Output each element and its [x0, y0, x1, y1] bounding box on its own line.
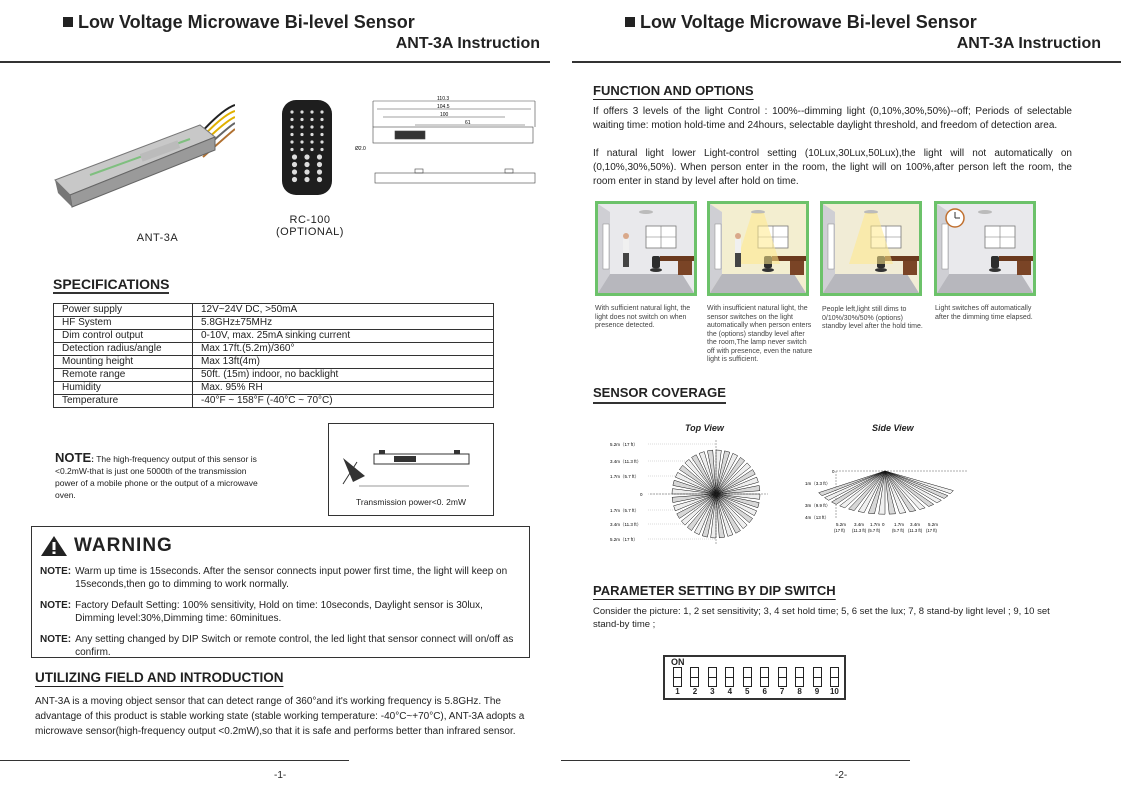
warning-note-text: Factory Default Setting: 100% sensitivity, Hold on time: 10seconds, Daylight sensor is 30lux, Dimming level:30%,Dimming time: 60minitues.: [75, 600, 483, 624]
scene-caption-3: People left,light still dims to 0/10%/30%/50% (options) standby level after the hold time.: [822, 306, 923, 330]
page-number-right: -2-: [835, 770, 848, 781]
scene-caption-2: With insufficient natural light, the sensor switches on the light automatically when person enters the (options) standby level after the room,The lamp never switch off with presence, even the nature light is sufficient.: [707, 305, 813, 363]
square-bullet-icon: [625, 17, 635, 27]
right-header-subtitle: ANT-3A Instruction: [956, 35, 1101, 52]
utilizing-heading: UTILIZING FIELD AND INTRODUCTION: [35, 670, 284, 685]
spec-label: Temperature: [54, 395, 193, 408]
side-view-x-tick: 3.4m: [910, 522, 921, 527]
scene-panel-4: [934, 201, 1036, 296]
side-view-y-tick: 4m（13 ft）: [805, 515, 830, 520]
utilizing-text: ANT-3A is a moving object sensor that can detect range of 360°and it's working frequency is 5.8GHz. The advantage of this product is stable working state (stable working temperature: -40°C~+70°C), ANT-3A adopts a microwave sensor(high-frequency output <0.2mW),so that it is safe and performs better than infrared sensor.: [35, 696, 525, 737]
dim-label-3: 100: [440, 112, 449, 118]
warning-note: [40, 633, 525, 659]
remote-button: [320, 133, 323, 136]
remote-button: [320, 125, 323, 128]
warning-header: [40, 535, 173, 557]
top-view-tick: 0: [640, 492, 643, 497]
remote-button: [317, 169, 322, 174]
remote-button: [310, 133, 313, 136]
remote-button: [310, 118, 313, 121]
spec-value: 0-10V, max. 25mA sinking current: [193, 330, 494, 343]
function-text-1: If offers 3 levels of the light Control : 100%--dimming light (0,10%,30%,50%)--off; Periods of selectable waiting time: motion hold-time and 24hours, selectable daylight threshold, and freedom of detection area.: [593, 106, 1072, 131]
note-label: NOTE: [55, 450, 92, 465]
remote-button: [300, 148, 303, 151]
side-view-x-tick-ft: (11.3 ft): [852, 528, 867, 533]
dip-switch-toggle[interactable]: [671, 667, 684, 699]
dim-label-2: 104.5: [437, 104, 450, 110]
dip-number: 4: [727, 687, 733, 696]
remote-button: [310, 148, 313, 151]
scene-panel-2: [707, 201, 809, 296]
remote-button: [320, 118, 323, 121]
remote-button: [317, 154, 322, 159]
top-view-tick: 3.4m（11.3 ft）: [610, 522, 642, 527]
spec-row: [54, 317, 494, 330]
side-view-y-tick: 0: [832, 469, 835, 474]
top-view-tick: 5.2m（17 ft）: [610, 537, 638, 542]
warning-box: [31, 526, 530, 658]
dip-slider[interactable]: [690, 667, 699, 687]
remote-button: [292, 169, 297, 174]
remote-button: [310, 140, 313, 143]
remote-button: [310, 125, 313, 128]
spec-value: 50ft. (15m) indoor, no backlight: [193, 369, 494, 382]
remote-caption-model: RC-100: [289, 214, 331, 226]
warning-note-label: NOTE:: [40, 566, 72, 577]
spec-row: [54, 395, 494, 408]
dip-number: 1: [675, 687, 680, 696]
dip-slider[interactable]: [795, 667, 804, 687]
coverage-heading: SENSOR COVERAGE: [593, 385, 726, 404]
sensor-image: [50, 95, 235, 215]
dip-slider[interactable]: [708, 667, 717, 687]
dip-number: 5: [745, 687, 750, 696]
spec-value: 12V~24V DC, >50mA: [193, 304, 494, 317]
dip-switch-toggle[interactable]: [706, 667, 719, 699]
dip-slider[interactable]: [760, 667, 769, 687]
dip-slider[interactable]: [778, 667, 787, 687]
warning-note: [40, 565, 525, 591]
side-view-diagram: [800, 463, 970, 538]
remote-button: [304, 177, 309, 182]
dip-on-label: ON: [671, 657, 685, 667]
dip-number: 6: [762, 687, 767, 696]
top-view-tick: 5.2m（17 ft）: [610, 442, 638, 447]
remote-caption: [270, 214, 350, 238]
warning-triangle-icon: [40, 535, 68, 557]
note-text: The high-frequency output of this sensor is <0.2mW-that is just one 5000th of the transmission power of a mobile phone or the output of a microwave oven.: [55, 454, 258, 500]
warning-note: [40, 599, 525, 625]
remote-button: [304, 154, 309, 159]
dip-switch-toggle[interactable]: [811, 667, 824, 699]
side-view-x-tick: 3.4m: [854, 522, 865, 527]
top-view-tick: 3.4m（11.3 ft）: [610, 459, 642, 464]
side-view-y-tick: 1m（3.3 ft）: [805, 481, 831, 486]
specifications-table: [53, 303, 494, 408]
specifications-heading: SPECIFICATIONS: [53, 276, 170, 292]
warning-notes: [40, 565, 525, 667]
remote-button: [292, 154, 297, 159]
scene-caption-1: With sufficient natural light, the light does not switch on when presence detected.: [595, 305, 691, 329]
spec-value: 5.8GHz±75MHz: [193, 317, 494, 330]
spec-label: Dim control output: [54, 330, 193, 343]
spec-row: [54, 369, 494, 382]
spec-label: Humidity: [54, 382, 193, 395]
dimension-drawing: [355, 95, 550, 195]
spec-row: [54, 382, 494, 395]
top-view-tick: 1.7m（5.7 ft）: [610, 508, 640, 513]
dip-slider[interactable]: [813, 667, 822, 687]
remote-button: [304, 169, 309, 174]
dip-switch-toggle[interactable]: [723, 667, 736, 699]
dip-text: Consider the picture: 1, 2 set sensitivity; 3, 4 set hold time; 5, 6 set the lux; 7, 8 stand-by light level ; 9, 10 set stand-by time ;: [593, 606, 1050, 630]
side-view-label: Side View: [872, 423, 914, 433]
dip-number: 8: [797, 687, 802, 696]
dim-label-5: Ø2.0: [355, 146, 366, 152]
note-block: NOTE: The high-frequency output of this sensor is <0.2mW-that is just one 5000th of the transmission power of a mobile phone or the output of a microwave oven.: [55, 450, 258, 500]
dip-switch-toggle[interactable]: [688, 667, 701, 699]
remote-image: [280, 98, 335, 198]
remote-button: [304, 162, 309, 167]
side-view-x-tick: 0: [882, 522, 885, 527]
remote-button: [320, 140, 323, 143]
spec-value: -40°F ~ 158°F (-40°C ~ 70°C): [193, 395, 494, 408]
remote-button: [290, 133, 293, 136]
spec-value: Max. 95% RH: [193, 382, 494, 395]
transmission-label: Transmission power<0. 2mW: [356, 497, 466, 507]
dip-switch-toggle[interactable]: [741, 667, 754, 699]
warning-note-label: NOTE:: [40, 634, 72, 645]
right-header-title: Low Voltage Microwave Bi-level Sensor: [625, 12, 977, 33]
top-view-label: Top View: [685, 423, 724, 433]
dip-switch-toggle[interactable]: [828, 667, 841, 699]
spec-row: [54, 330, 494, 343]
side-view-x-tick: 1.7m: [894, 522, 905, 527]
remote-button: [320, 110, 323, 113]
top-view-tick: 1.7m（5.7 ft）: [610, 474, 640, 479]
scene-panel-1: [595, 201, 697, 296]
dip-number: 10: [829, 687, 839, 696]
remote-button: [320, 148, 323, 151]
function-heading: FUNCTION AND OPTIONS: [593, 83, 754, 98]
remote-button: [290, 110, 293, 113]
spec-label: Detection radius/angle: [54, 343, 193, 356]
remote-button: [300, 118, 303, 121]
remote-button: [317, 162, 322, 167]
function-text-2: If natural light lower Light-control setting (10Lux,30Lux,50Lux),the light will not automatically on (0,10%,30%,50%). When person enter in the room, the light will on 100%,after person left the room, the room enter in stand by level after hold on time.: [593, 148, 1072, 187]
dip-slider[interactable]: [743, 667, 752, 687]
dim-label-4: 61: [465, 120, 471, 126]
side-view-x-tick-ft: (17 ft): [834, 528, 845, 533]
remote-button: [290, 118, 293, 121]
left-header-subtitle: ANT-3A Instruction: [395, 35, 540, 52]
dip-switch-toggle[interactable]: [793, 667, 806, 699]
side-view-y-tick: 3m（9.9 ft）: [805, 503, 831, 508]
warning-note-text: Warm up time is 15seconds. After the sensor connects input power first time, the light will keep on 15seconds,then go to dimming to work normally.: [75, 566, 508, 590]
dim-label-1: 110.3: [437, 96, 450, 102]
dip-slider[interactable]: [830, 667, 839, 687]
remote-button: [292, 177, 297, 182]
remote-button: [317, 177, 322, 182]
scene-panel-3: [820, 201, 922, 296]
dip-switch-toggle[interactable]: [776, 667, 789, 699]
remote-caption-optional: (OPTIONAL): [276, 226, 344, 238]
dip-number: 3: [710, 687, 715, 696]
dip-number: 7: [779, 687, 785, 696]
spec-row: [54, 343, 494, 356]
spec-label: HF System: [54, 317, 193, 330]
scene-caption-4: Light switches off automatically after the dimming time elapsed.: [935, 305, 1033, 321]
side-view-x-tick: 5.2m: [928, 522, 939, 527]
spec-label: Mounting height: [54, 356, 193, 369]
remote-button: [300, 125, 303, 128]
side-view-x-tick: 1.7m: [870, 522, 881, 527]
warning-note-label: NOTE:: [40, 600, 72, 611]
dip-switch: [663, 655, 846, 700]
warning-note-text: Any setting changed by DIP Switch or remote control, the led light that sensor connect will on/off as confirm.: [75, 634, 514, 658]
spec-value: Max 13ft(4m): [193, 356, 494, 369]
remote-button: [290, 148, 293, 151]
remote-button: [292, 162, 297, 167]
dip-number: 9: [814, 687, 820, 696]
square-bullet-icon: [63, 17, 73, 27]
top-view-diagram: [610, 438, 770, 546]
side-view-x-tick-ft: (5.7 ft): [892, 528, 905, 533]
spec-row: [54, 304, 494, 317]
left-footer-rule: [0, 760, 349, 761]
dip-number: 2: [692, 687, 698, 696]
dip-heading: PARAMETER SETTING BY DIP SWITCH: [593, 583, 836, 598]
right-footer-rule: [561, 760, 910, 761]
dip-slider[interactable]: [673, 667, 682, 687]
left-header-title: Low Voltage Microwave Bi-level Sensor: [63, 12, 415, 33]
remote-button: [300, 110, 303, 113]
side-view-x-tick-ft: (17 ft): [926, 528, 937, 533]
spec-value: Max 17ft.(5.2m)/360°: [193, 343, 494, 356]
remote-button: [300, 140, 303, 143]
right-header-rule: [572, 61, 1121, 63]
remote-button: [290, 140, 293, 143]
remote-button: [290, 125, 293, 128]
page-number-left: -1-: [274, 770, 287, 781]
sensor-caption: ANT-3A: [136, 232, 179, 244]
dip-switch-toggle[interactable]: [758, 667, 771, 699]
remote-button: [310, 110, 313, 113]
transmission-box: [328, 423, 494, 516]
warning-title: WARNING: [74, 535, 173, 556]
side-view-x-tick: 5.2m: [836, 522, 847, 527]
spec-label: Power supply: [54, 304, 193, 317]
left-header-rule: [0, 61, 550, 63]
dip-slider[interactable]: [725, 667, 734, 687]
remote-button: [300, 133, 303, 136]
spec-row: [54, 356, 494, 369]
side-view-x-tick-ft: (5.7 ft): [868, 528, 881, 533]
side-view-x-tick-ft: (11.3 ft): [908, 528, 923, 533]
spec-label: Remote range: [54, 369, 193, 382]
